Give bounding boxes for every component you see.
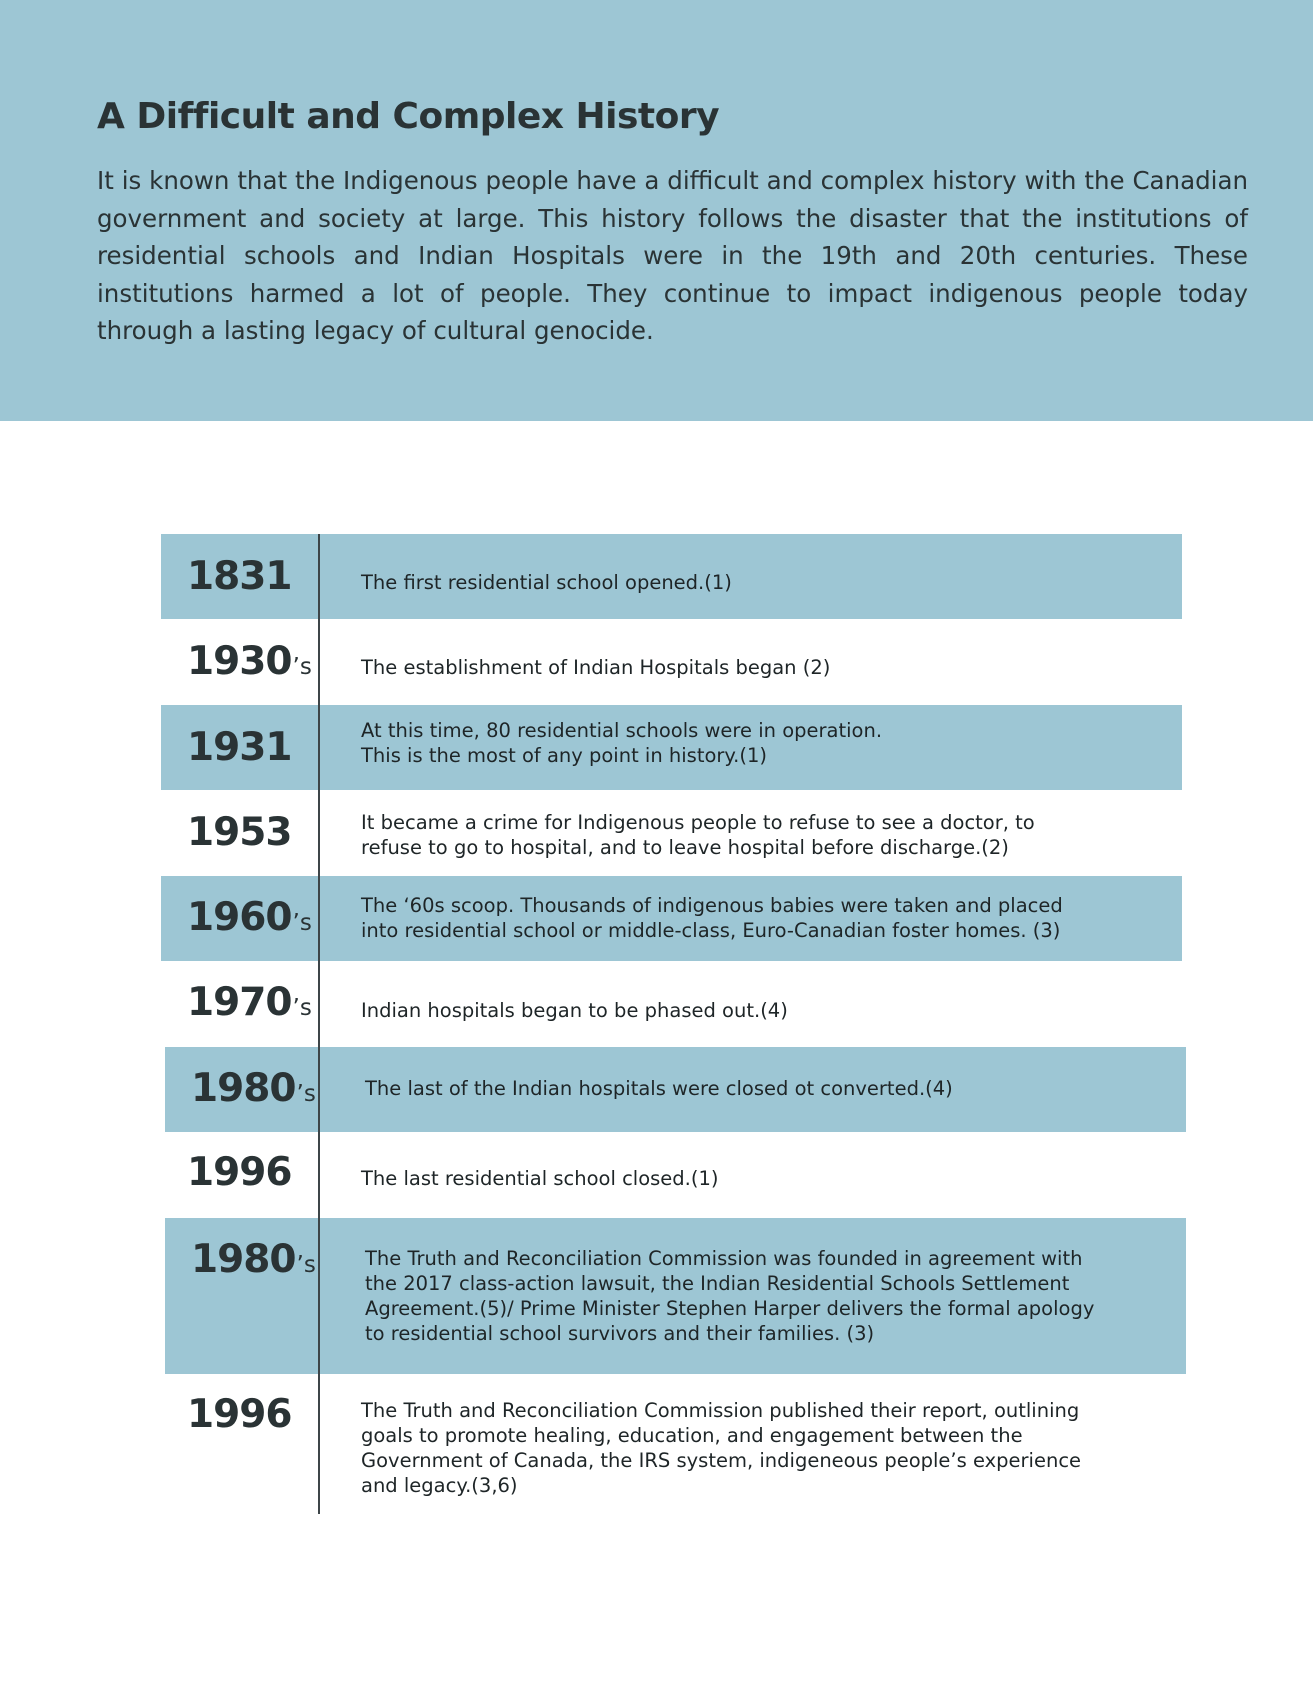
- timeline-year: 1996: [187, 1150, 292, 1195]
- timeline-event: The establishment of Indian Hospitals began (2): [361, 656, 831, 679]
- timeline-axis: [318, 534, 320, 1514]
- intro-paragraph: It is known that the Indigenous people have a difficult and complex history with the Canadian government and society at large. This history follows the disaster that the institutions of residential schools and Indian Hospitals were in the 19th and 20th centuries. These institutions harmed a lot of people. They continue to impact indigenous people today through a lasting legacy of cultural genocide.: [97, 166, 1248, 345]
- timeline-year: 1931: [187, 725, 292, 770]
- page-title: A Difficult and Complex History: [97, 96, 720, 137]
- timeline-event: The Truth and Reconciliation Commission was founded in agreement with the 2017 class-action lawsuit, the Indian Residential Schools Settlement Agreement.(5)/ Prime Minister Stephen Harper delivers the formal apology to residential school survivors and their families. (3): [365, 1247, 1095, 1345]
- timeline-year: 1980’s: [191, 1066, 316, 1111]
- timeline-year: 1980’s: [191, 1237, 316, 1282]
- timeline-event: At this time, 80 residential schools were in operation. This is the most of any point in history.(1): [361, 719, 883, 767]
- timeline-event: The Truth and Reconciliation Commission published their report, outlining goals to promote healing, education, and engagement between the Government of Canada, the IRS system, indigeneous people’s experience and legacy.(3,6): [361, 1399, 1082, 1497]
- timeline-event: The last of the Indian hospitals were closed ot converted.(4): [365, 1077, 953, 1100]
- timeline-year: 1930’s: [187, 639, 312, 684]
- timeline-event: The ‘60s scoop. Thousands of indigenous babies were taken and placed into residential school or middle-class, Euro-Canadian foster homes. (3): [361, 894, 1063, 942]
- timeline-event: It became a crime for Indigenous people to refuse to see a doctor, to refuse to go to hospital, and to leave hospital before discharge.(2): [361, 811, 1035, 859]
- intro-banner: [0, 0, 1313, 421]
- timeline-year: 1996: [187, 1392, 292, 1437]
- timeline-year: 1831: [187, 554, 292, 599]
- timeline-event: The first residential school opened.(1): [361, 571, 732, 594]
- timeline-event: The last residential school closed.(1): [361, 1167, 719, 1190]
- timeline-year: 1953: [187, 810, 292, 855]
- timeline-event: Indian hospitals began to be phased out.(4): [361, 999, 788, 1022]
- timeline-year: 1960’s: [187, 895, 312, 940]
- timeline-year: 1970’s: [187, 980, 312, 1025]
